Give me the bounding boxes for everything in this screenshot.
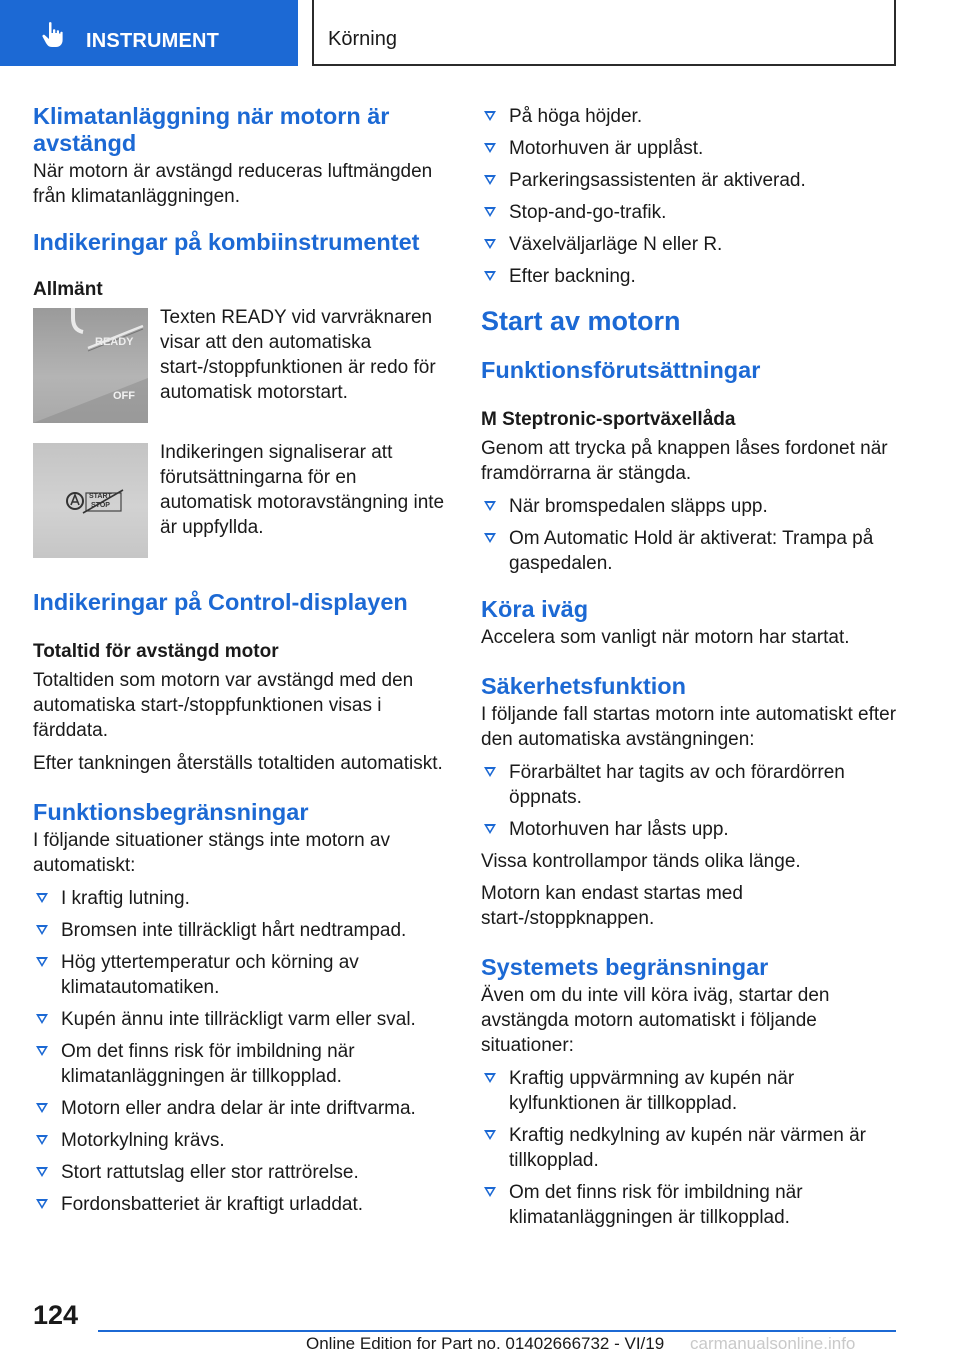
bullet-triangle-icon	[484, 767, 496, 777]
list-item: Motorhuven är upplåst.	[481, 136, 899, 161]
list-begransningar-continued	[481, 104, 899, 289]
paragraph-steptronic: Genom att trycka på knappen låses fordonet när framdörrarna är stängda.	[481, 438, 888, 484]
start-label: START	[89, 493, 112, 500]
bullet-triangle-icon	[484, 501, 496, 511]
list-item: Bromsen inte tillräckligt hårt nedtrampad.	[33, 918, 448, 943]
bullet-triangle-icon	[484, 111, 496, 121]
paragraph-totaltid-1: Totaltiden som motorn var avstängd med den automatiska start-/stoppfunktionen visas i färddata.	[33, 670, 414, 741]
paragraph-climate: När motorn är avstängd reduceras luftmängden från klimatanläggningen.	[33, 161, 433, 207]
list-item: Växelväljarläge N eller R.	[481, 232, 899, 257]
bullet-triangle-icon	[484, 271, 496, 281]
heading-funktionsforutsattningar: Funktionsförutsättningar	[481, 357, 761, 383]
bullet-triangle-icon	[36, 1046, 48, 1056]
bullet-triangle-icon	[484, 1187, 496, 1197]
section-tab	[0, 0, 298, 66]
list-item: Motorhuven har låsts upp.	[481, 817, 899, 842]
heading-totaltid: Totaltid för avstängd motor	[33, 641, 279, 662]
page-number: 124	[33, 1300, 79, 1330]
list-begransningar	[33, 886, 448, 1217]
figure-start-stop	[33, 443, 448, 558]
watermark: carmanualsonline.info	[690, 1334, 856, 1353]
start-stop-description: Indikeringen signaliserar att förutsättningarna för en automatisk motoravstängning inte är uppfyllda.	[160, 442, 445, 538]
paragraph-start-stoppknapp: Motorn kan endast startas med start-/stoppknappen.	[481, 883, 743, 929]
heading-climate: Klimatanläggning när motorn är avstängd	[33, 103, 390, 156]
heading-steptronic: M Steptronic-sportväxellåda	[481, 409, 736, 430]
bullet-triangle-icon	[36, 1014, 48, 1024]
bullet-triangle-icon	[484, 533, 496, 543]
list-item: Fordonsbatteriet är kraftigt urladdat.	[33, 1192, 448, 1217]
heading-sakerhetsfunktion: Säkerhetsfunktion	[481, 673, 687, 699]
paragraph-begransningar: I följande situationer stängs inte motorn av automatiskt:	[33, 830, 390, 876]
list-item: Förarbältet har tagits av och förardörren öppnats.	[481, 760, 899, 810]
bullet-triangle-icon	[36, 957, 48, 967]
figure-ready	[33, 308, 448, 423]
chapter-title: Körning	[328, 28, 397, 50]
bullet-triangle-icon	[484, 143, 496, 153]
bullet-triangle-icon	[484, 239, 496, 249]
list-steptronic	[481, 494, 899, 576]
heading-allmant: Allmänt	[33, 279, 103, 300]
section-tab-label: INSTRUMENT	[86, 30, 220, 52]
list-item: Parkeringsassistenten är aktiverad.	[481, 168, 899, 193]
bullet-triangle-icon	[36, 1135, 48, 1145]
left-column	[33, 100, 448, 1224]
bullet-triangle-icon	[36, 1167, 48, 1177]
list-item: Kraftig nedkylning av kupén när värmen är tillkopplad.	[481, 1123, 899, 1173]
bullet-triangle-icon	[36, 1103, 48, 1113]
footer-divider	[98, 1330, 896, 1332]
list-item: Stop-and-go-trafik.	[481, 200, 899, 225]
paragraph-totaltid-2: Efter tankningen återställs totaltiden automatiskt.	[33, 753, 443, 774]
bullet-triangle-icon	[484, 1130, 496, 1140]
list-systemets-begransningar	[481, 1066, 899, 1230]
bullet-triangle-icon	[484, 1073, 496, 1083]
bullet-triangle-icon	[484, 824, 496, 834]
list-item: Efter backning.	[481, 264, 899, 289]
edition-text: Online Edition for Part no. 01402666732 - VI/19	[306, 1334, 665, 1353]
hand-pointer-icon	[40, 21, 66, 49]
bullet-triangle-icon	[484, 207, 496, 217]
heading-begransningar: Funktionsbegränsningar	[33, 799, 309, 825]
list-item: Stort rattutslag eller stor rattrörelse.	[33, 1160, 448, 1185]
off-label: OFF	[113, 390, 135, 402]
list-item: Kraftig uppvärmning av kupén när kylfunktionen är tillkopplad.	[481, 1066, 899, 1116]
list-item: Om Automatic Hold är aktiverat: Trampa på gaspedalen.	[481, 526, 899, 576]
ready-label: READY	[95, 336, 134, 348]
heading-start-av-motorn: Start av motorn	[481, 306, 681, 336]
list-item: Hög yttertemperatur och körning av klimatautomatiken.	[33, 950, 448, 1000]
chapter-header	[312, 0, 896, 66]
bullet-triangle-icon	[484, 175, 496, 185]
paragraph-kontrollampor: Vissa kontrollampor tänds olika länge.	[481, 851, 801, 872]
bullet-triangle-icon	[36, 893, 48, 903]
bullet-triangle-icon	[36, 1199, 48, 1209]
list-item: När bromspedalen släpps upp.	[481, 494, 899, 519]
heading-control-display: Indikeringar på Control-displayen	[33, 589, 408, 615]
heading-kombi: Indikeringar på kombiinstrumentet	[33, 229, 420, 255]
list-sakerhetsfunktion	[481, 760, 899, 842]
ready-description: Texten READY vid varvräknaren visar att den automatiska start-/stoppfunktionen är redo för automatisk motorstart.	[160, 307, 436, 403]
paragraph-sakerhetsfunktion: I följande fall startas motorn inte automatiskt efter den automatiska avstängningen:	[481, 704, 897, 750]
list-item: I kraftig lutning.	[33, 886, 448, 911]
list-item: Motorkylning krävs.	[33, 1128, 448, 1153]
paragraph-systemets-begransningar: Även om du inte vill köra iväg, startar den avstängda motorn automatiskt i följande situationer:	[481, 985, 830, 1056]
list-item: Om det finns risk för imbildning när klimatanläggningen är tillkopplad.	[481, 1180, 899, 1230]
right-column	[481, 100, 899, 1237]
list-item: Kupén ännu inte tillräckligt varm eller sval.	[33, 1007, 448, 1032]
heading-kora-ivag: Köra iväg	[481, 596, 589, 622]
ready-indicator-image	[33, 308, 148, 423]
heading-systemets-begransningar: Systemets begränsningar	[481, 954, 769, 980]
list-item: På höga höjder.	[481, 104, 899, 129]
paragraph-kora-ivag: Accelera som vanligt när motorn har startat.	[481, 627, 850, 648]
stop-label: STOP	[91, 502, 110, 509]
list-item: Motorn eller andra delar är inte driftvarma.	[33, 1096, 448, 1121]
list-item: Om det finns risk för imbildning när klimatanläggningen är tillkopplad.	[33, 1039, 448, 1089]
start-stop-indicator-image	[33, 443, 148, 558]
bullet-triangle-icon	[36, 925, 48, 935]
